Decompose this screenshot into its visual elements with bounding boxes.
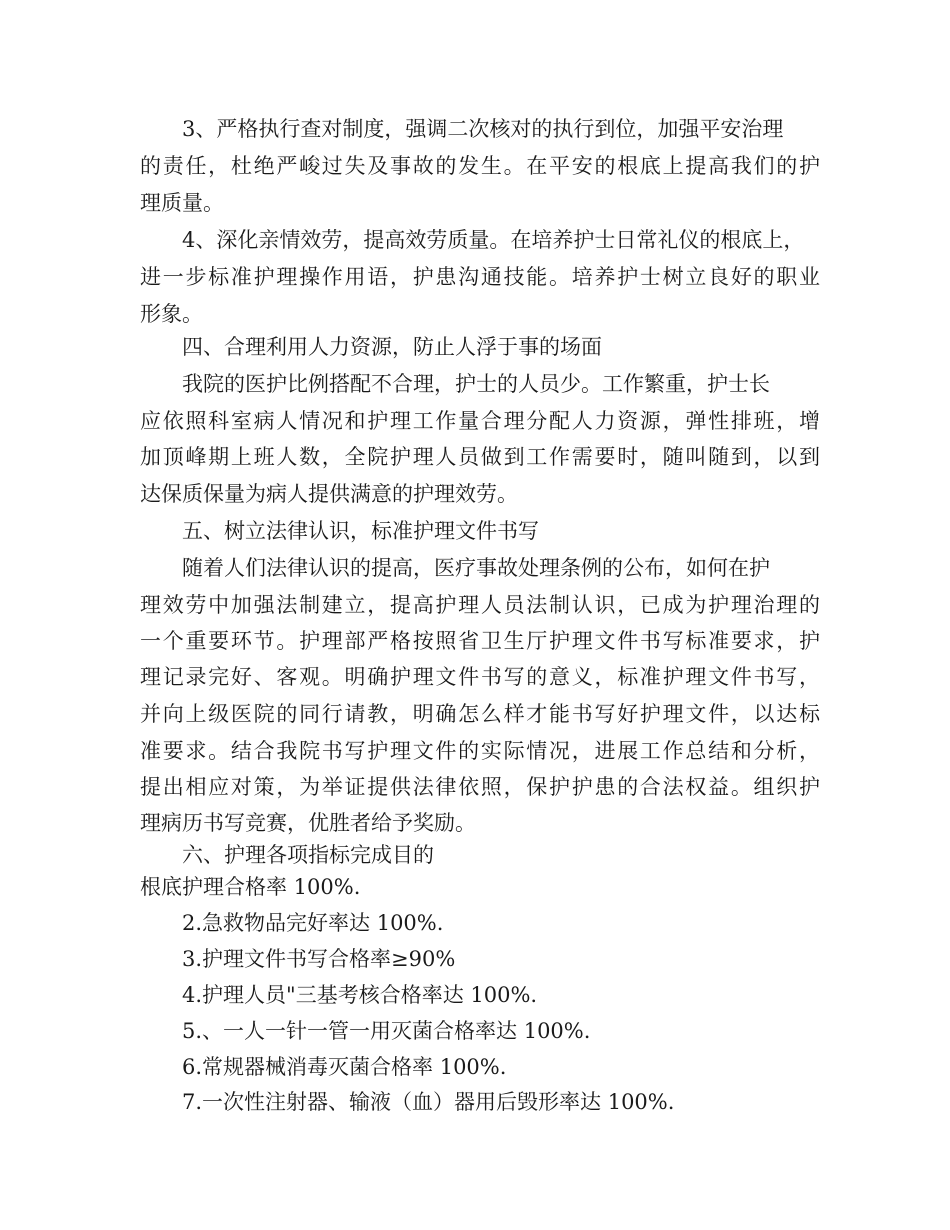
paragraph-line: 并向上级医院的同行请教，明确怎么样才能书写好护理文件，以达标 [140, 702, 820, 726]
list-item: 6.常规器械消毒灭菌合格率 100%. [182, 1055, 507, 1079]
paragraph-line: 准要求。结合我院书写护理文件的实际情况，进展工作总结和分析， [140, 739, 820, 763]
paragraph-line: 一个重要环节。护理部严格按照省卫生厅护理文件书写标准要求，护 [140, 629, 820, 653]
paragraph-line: 进一步标准护理操作用语，护患沟通技能。培养护士树立良好的职业 [140, 265, 820, 289]
paragraph-line: 随着人们法律认识的提高，医疗事故处理条例的公布，如何在护 [182, 556, 770, 580]
paragraph-line: 3、严格执行查对制度，强调二次核对的执行到位，加强平安治理 [182, 117, 784, 141]
list-item: 3.护理文件书写合格率≥90% [182, 947, 456, 971]
list-item: 7.一次性注射器、输液（血）器用后毁形率达 100%. [182, 1090, 675, 1114]
paragraph-line: 理质量。 [140, 191, 224, 215]
paragraph-line: 理记录完好、客观。明确护理文件书写的意义，标准护理文件书写， [140, 665, 820, 689]
section-heading: 五、树立法律认识，标准护理文件书写 [182, 519, 539, 543]
paragraph-line: 应依照科室病人情况和护理工作量合理分配人力资源，弹性排班，增 [140, 409, 820, 433]
list-item: 根底护理合格率 100%. [140, 875, 361, 899]
list-item: 2.急救物品完好率达 100%. [182, 911, 444, 935]
paragraph-line: 4、深化亲情效劳，提高效劳质量。在培养护士日常礼仪的根底上， [182, 228, 805, 252]
paragraph-line: 达保质保量为病人提供满意的护理效劳。 [140, 482, 518, 506]
list-item: 5.、一人一针一管一用灭菌合格率达 100%. [182, 1019, 591, 1043]
paragraph-line: 理病历书写竞赛，优胜者给予奖励。 [140, 811, 476, 835]
paragraph-line: 的责任，杜绝严峻过失及事故的发生。在平安的根底上提高我们的护 [140, 154, 820, 178]
list-item: 4.护理人员"三基考核合格率达 100%. [182, 983, 538, 1007]
paragraph-line: 我院的医护比例搭配不合理，护士的人员少。工作繁重，护士长 [182, 372, 770, 396]
section-heading: 六、护理各项指标完成目的 [182, 843, 434, 867]
paragraph-line: 理效劳中加强法制建立，提高护理人员法制认识，已成为护理治理的 [140, 593, 820, 617]
paragraph-line: 加顶峰期上班人数，全院护理人员做到工作需要时，随叫随到，以到 [140, 445, 820, 469]
paragraph-line: 提出相应对策，为举证提供法律依照，保护护患的合法权益。组织护 [140, 775, 820, 799]
section-heading: 四、合理利用人力资源，防止人浮于事的场面 [182, 335, 602, 359]
paragraph-line: 形象。 [140, 302, 203, 326]
